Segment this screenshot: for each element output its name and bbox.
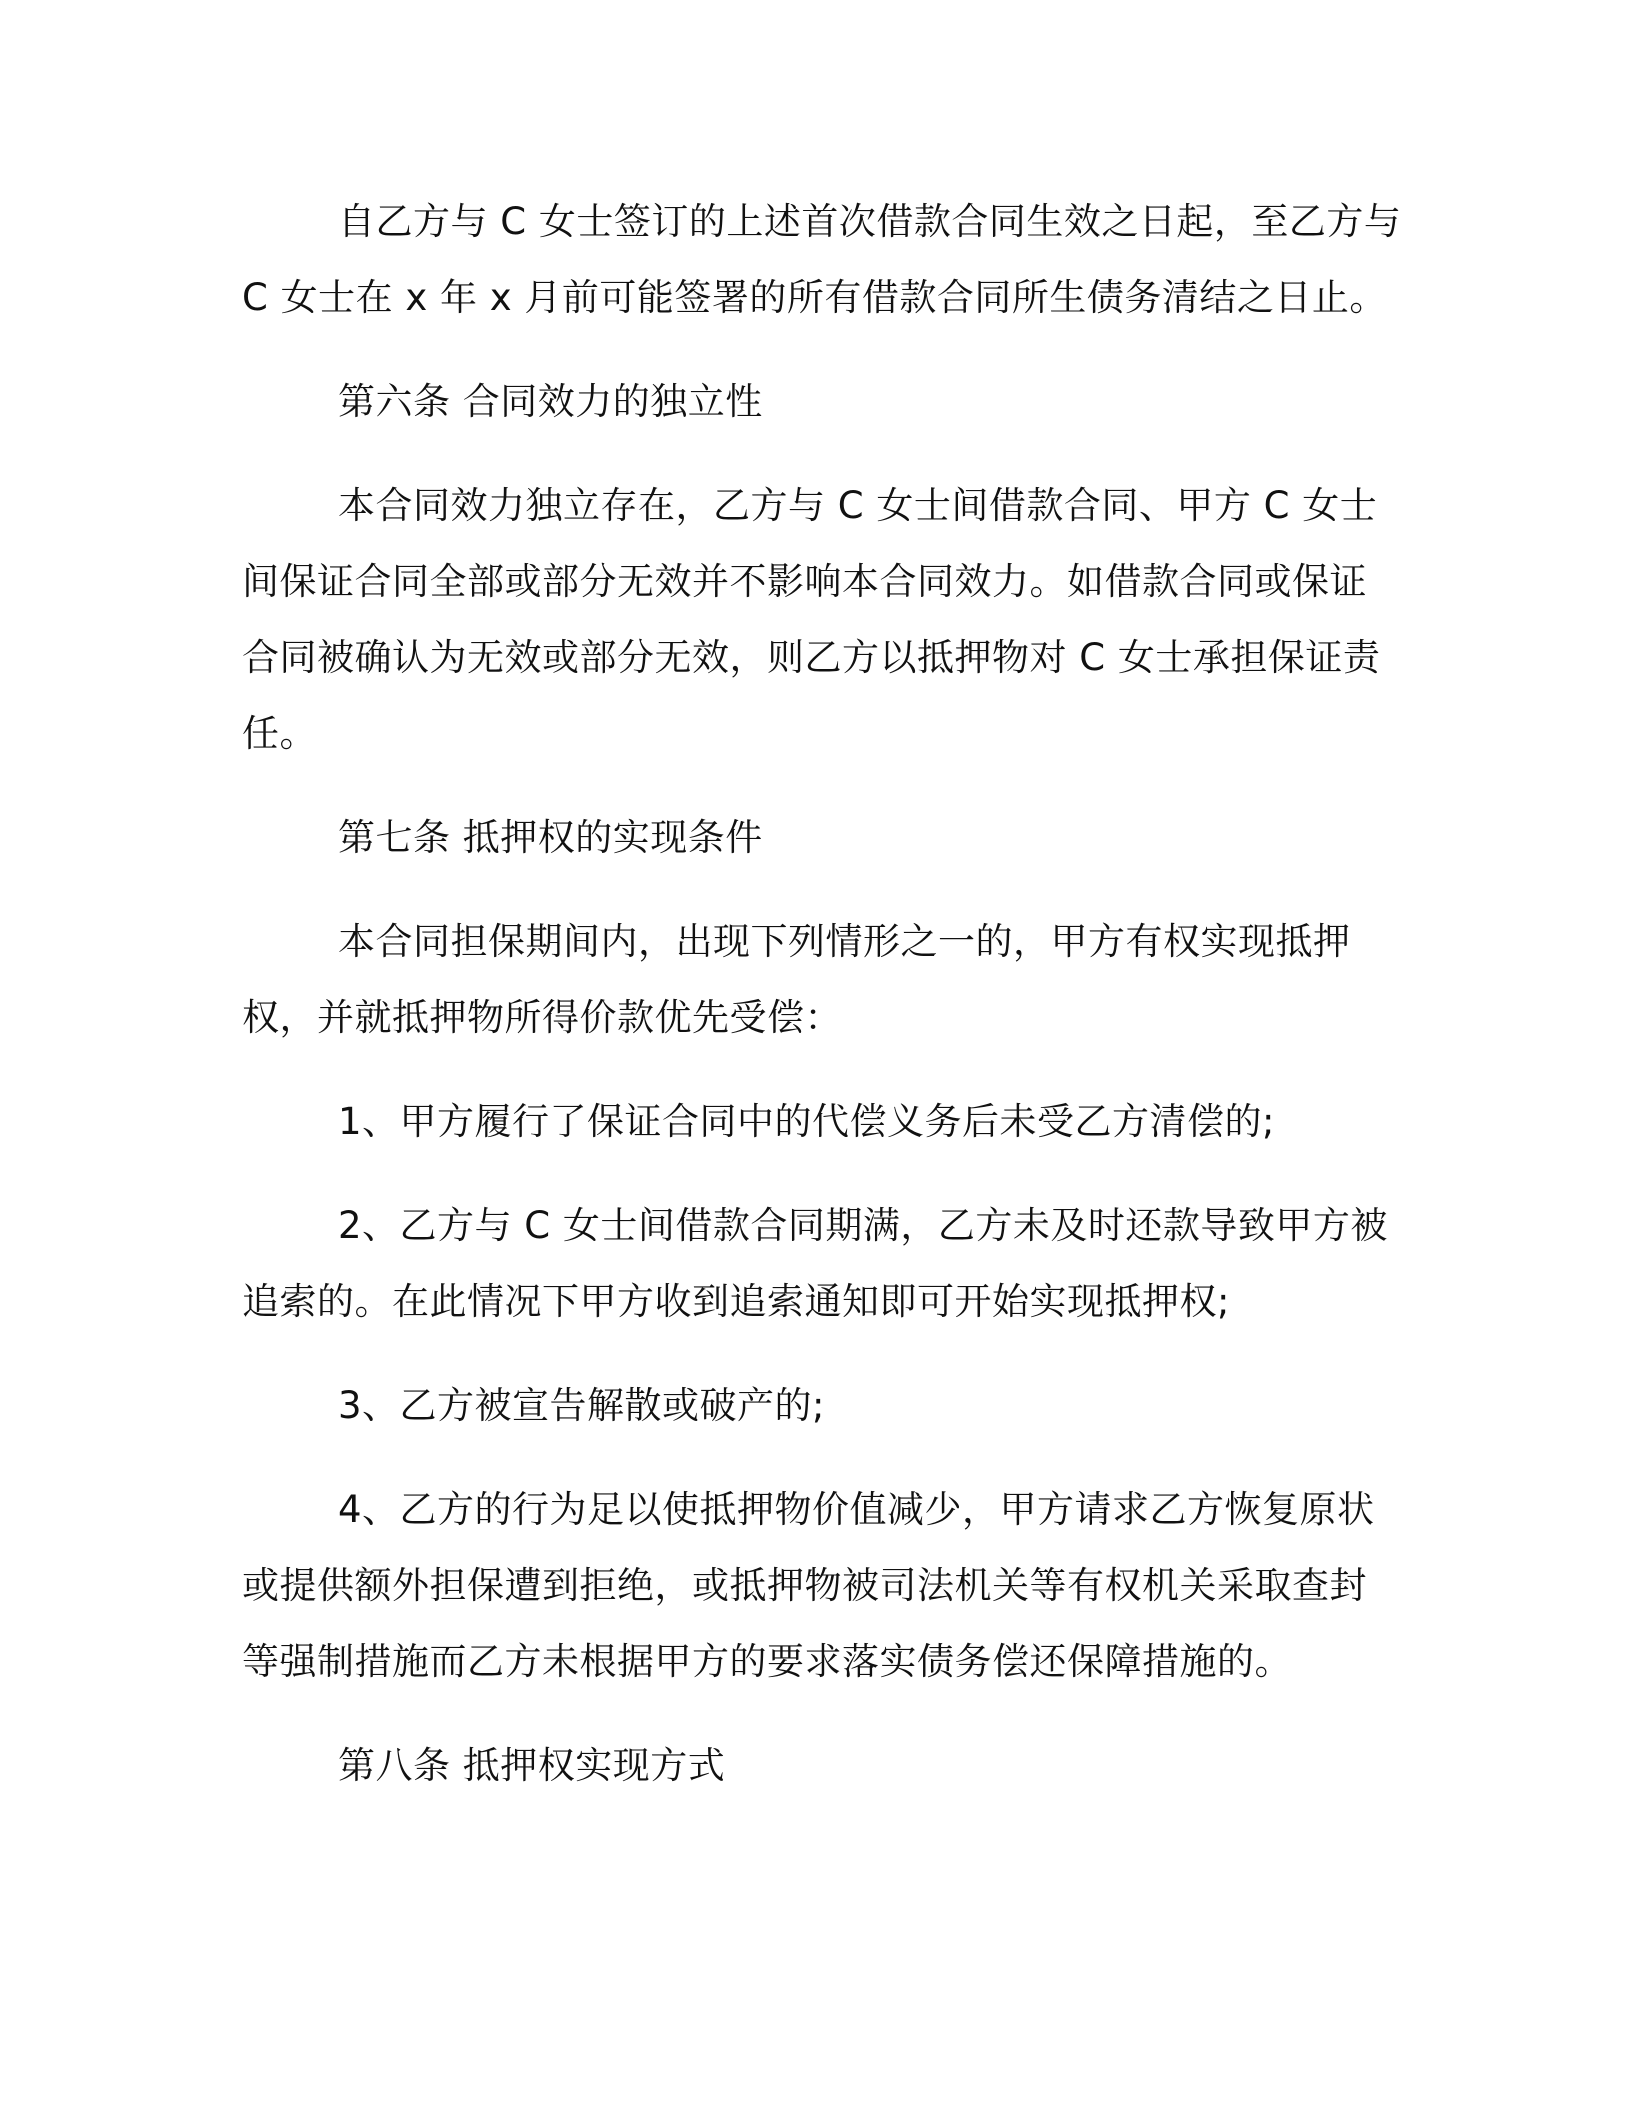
list-item-3 xyxy=(242,1368,1392,1444)
text-line: 权，并就抵押物所得价款优先受偿： xyxy=(242,996,842,1039)
list-item-2 xyxy=(242,1188,1392,1340)
section-heading: 第七条 抵押权的实现条件 xyxy=(338,816,763,859)
text-line: 间保证合同全部或部分无效并不影响本合同效力。如借款合同或保证 xyxy=(242,560,1367,603)
section-heading: 第六条 合同效力的独立性 xyxy=(338,380,763,423)
list-item-1 xyxy=(242,1084,1392,1160)
paragraph-conditions-intro xyxy=(242,904,1392,1056)
text-line: 1、甲方履行了保证合同中的代偿义务后未受乙方清偿的; xyxy=(338,1100,1276,1143)
paragraph-independence xyxy=(242,468,1392,772)
list-item-4 xyxy=(242,1472,1392,1700)
text-line: 本合同效力独立存在，乙方与 C 女士间借款合同、甲方 C 女士 xyxy=(338,484,1378,527)
heading-article-6 xyxy=(242,364,1392,440)
text-line: 任。 xyxy=(242,712,317,755)
text-line: C 女士在 x 年 x 月前可能签署的所有借款合同所生债务清结之日止。 xyxy=(242,276,1387,319)
text-line: 追索的。在此情况下甲方收到追索通知即可开始实现抵押权; xyxy=(242,1280,1230,1323)
document-body xyxy=(242,184,1402,1832)
section-heading: 第八条 抵押权实现方式 xyxy=(338,1744,726,1787)
paragraph-debt-period xyxy=(242,184,1402,336)
text-line: 或提供额外担保遭到拒绝，或抵押物被司法机关等有权机关采取查封 xyxy=(242,1564,1367,1607)
text-line: 2、乙方与 C 女士间借款合同期满，乙方未及时还款导致甲方被 xyxy=(338,1204,1388,1247)
text-line: 等强制措施而乙方未根据甲方的要求落实债务偿还保障措施的。 xyxy=(242,1640,1292,1683)
text-line: 3、乙方被宣告解散或破产的; xyxy=(338,1384,826,1427)
heading-article-8 xyxy=(242,1728,1392,1804)
text-line: 合同被确认为无效或部分无效，则乙方以抵押物对 C 女士承担保证责 xyxy=(242,636,1381,679)
text-line: 4、乙方的行为足以使抵押物价值减少，甲方请求乙方恢复原状 xyxy=(338,1488,1375,1531)
text-line: 本合同担保期间内，出现下列情形之一的，甲方有权实现抵押 xyxy=(338,920,1351,963)
text-line: 自乙方与 C 女士签订的上述首次借款合同生效之日起，至乙方与 xyxy=(338,200,1402,243)
heading-article-7 xyxy=(242,800,1392,876)
